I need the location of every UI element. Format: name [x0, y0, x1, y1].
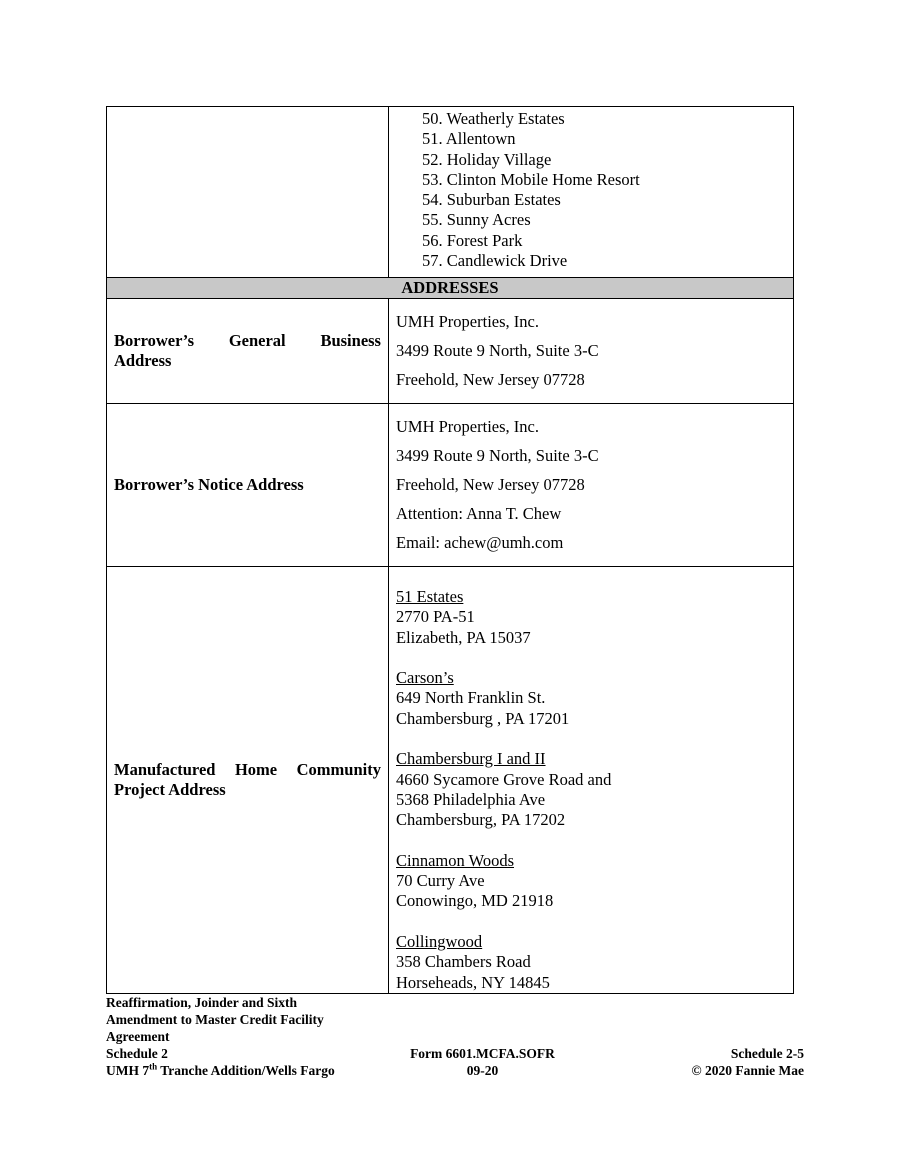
label-word: Manufactured [114, 759, 216, 779]
address-line: 5368 Philadelphia Ave [396, 789, 546, 809]
list-item: 54. Suburban Estates [422, 190, 561, 210]
footer-line: Reaffirmation, Joinder and Sixth [106, 995, 298, 1010]
label-word: Business [320, 331, 381, 350]
list-item: 55. Sunny Acres [422, 210, 531, 230]
general-business-label [107, 299, 389, 404]
address-line: Horseheads, NY 14845 [396, 972, 550, 992]
general-business-row [107, 299, 794, 404]
list-item: 52. Holiday Village [422, 149, 552, 169]
empty-left-cell [107, 107, 389, 278]
addresses-header-row [107, 278, 794, 299]
label-word: Borrower’s [114, 331, 195, 350]
schedule-table [106, 106, 794, 994]
address-line: UMH Properties, Inc. [396, 417, 539, 436]
footer-line: 09-20 [466, 1063, 499, 1078]
project-entry [396, 851, 786, 912]
notice-row [107, 404, 794, 567]
label-word: Community [296, 759, 381, 779]
address-line: 2770 PA-51 [396, 607, 475, 627]
project-name: 51 Estates [396, 587, 464, 606]
project-name: Chambersburg I and II [396, 749, 546, 769]
footer-text: UMH 7 [106, 1063, 150, 1078]
address-line: Conowingo, MD 21918 [396, 891, 554, 911]
address-line: Chambersburg, PA 17202 [396, 810, 566, 830]
footer-line: Agreement [106, 1029, 170, 1044]
address-line: Elizabeth, PA 15037 [396, 627, 531, 647]
footer-form-number [385, 1045, 580, 1079]
project-name: Collingwood [396, 932, 483, 952]
address-line: 3499 Route 9 North, Suite 3-C [396, 446, 599, 465]
footer-page-number [640, 1045, 804, 1079]
label-line: Address [114, 351, 172, 370]
project-row [107, 567, 794, 994]
list-item: 51. Allentown [422, 129, 516, 149]
footer-line: Schedule 2 [106, 1046, 168, 1061]
address-line: 70 Curry Ave [396, 871, 485, 891]
address-line: 3499 Route 9 North, Suite 3-C [396, 341, 599, 360]
footer-text: Tranche Addition/Wells Fargo [157, 1063, 335, 1078]
address-line: 649 North Franklin St. [396, 688, 546, 708]
address-line: Freehold, New Jersey 07728 [396, 475, 585, 494]
footer-line: Form 6601.MCFA.SOFR [410, 1046, 555, 1061]
addresses-header: ADDRESSES [107, 278, 794, 299]
project-addresses [389, 567, 794, 994]
label-line: Project Address [114, 779, 226, 799]
address-line: 4660 Sycamore Grove Road and [396, 769, 612, 789]
general-business-address [389, 299, 794, 404]
footer-line: Schedule 2-5 [730, 1046, 804, 1061]
footer-line: © 2020 Fannie Mae [691, 1063, 804, 1078]
list-item: 56. Forest Park [422, 230, 523, 250]
project-entry [396, 932, 786, 993]
address-line: Email: achew@umh.com [396, 533, 564, 552]
notice-address [389, 404, 794, 567]
address-line: Attention: Anna T. Chew [396, 504, 562, 523]
project-label [107, 567, 389, 994]
address-line: Chambersburg , PA 17201 [396, 708, 570, 728]
list-item: 50. Weatherly Estates [422, 109, 565, 128]
footer-document-title [106, 994, 396, 1079]
project-entry [396, 587, 786, 648]
project-entry [396, 749, 786, 830]
list-item: 57. Candlewick Drive [422, 251, 568, 271]
address-line: UMH Properties, Inc. [396, 312, 539, 331]
project-entry [396, 668, 786, 729]
list-item: 53. Clinton Mobile Home Resort [422, 169, 640, 189]
address-line: Freehold, New Jersey 07728 [396, 370, 585, 389]
notice-label: Borrower’s Notice Address [107, 404, 389, 567]
community-list-row [107, 107, 794, 278]
label-word: Home [234, 759, 278, 779]
project-name: Carson’s [396, 668, 454, 688]
footer-line: Amendment to Master Credit Facility [106, 1012, 324, 1027]
address-line: 358 Chambers Road [396, 952, 531, 972]
project-name: Cinnamon Woods [396, 850, 514, 870]
footer-superscript: th [149, 1061, 158, 1072]
footer-line [106, 1062, 396, 1079]
community-list-cell [389, 107, 794, 278]
community-list [389, 107, 793, 274]
label-word: General [228, 331, 286, 350]
